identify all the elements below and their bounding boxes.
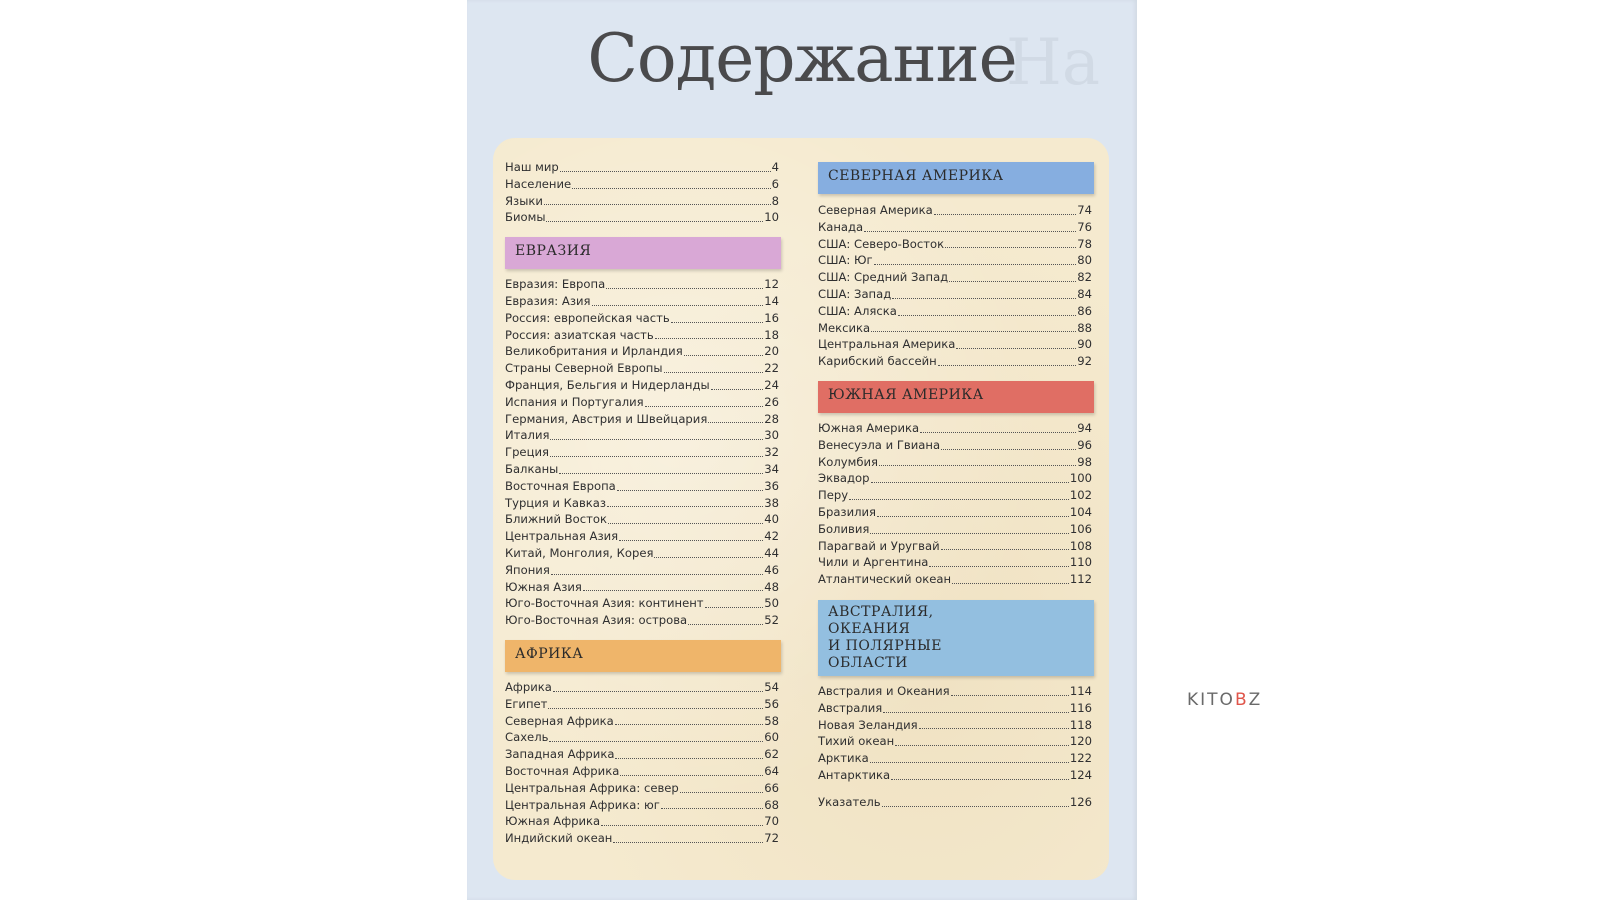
toc-entry-page: 100 — [1069, 471, 1092, 486]
leader-dots — [874, 264, 1077, 265]
toc-entry-page: 78 — [1077, 236, 1092, 251]
leader-dots — [549, 741, 763, 742]
toc-entry-page: 104 — [1069, 504, 1092, 519]
toc-entry-label: США: Юг — [818, 253, 873, 268]
toc-entry-label: Биомы — [505, 210, 546, 225]
toc-entry-page: 122 — [1069, 751, 1092, 766]
toc-entry-label: Юго-Восточная Азия: континент — [505, 596, 704, 611]
toc-entry-page: 16 — [764, 310, 779, 325]
toc-entry[interactable] — [505, 210, 779, 227]
toc-entry-label: США: Аляска — [818, 303, 897, 318]
leader-dots — [560, 171, 771, 172]
toc-entry-label: Страны Северной Европы — [505, 361, 663, 376]
toc-entry-label: Великобритания и Ирландия — [505, 344, 683, 359]
toc-entry-page: 18 — [764, 327, 779, 342]
south-america-list — [818, 421, 1092, 589]
leader-dots — [919, 728, 1069, 729]
toc-entry-page: 86 — [1077, 303, 1092, 318]
toc-entry-label: Балканы — [505, 461, 559, 476]
toc-entry[interactable] — [818, 321, 1092, 338]
toc-entry[interactable] — [818, 751, 1092, 768]
leader-dots — [544, 204, 771, 205]
toc-entry-label: Австралия — [818, 700, 883, 715]
section-header-eurasia: ЕВРАЗИЯ — [505, 237, 781, 269]
toc-entry-page: 126 — [1069, 794, 1092, 809]
toc-entry[interactable] — [505, 194, 779, 211]
leader-dots — [871, 482, 1069, 483]
toc-entry[interactable] — [505, 412, 779, 429]
toc-entry[interactable] — [505, 395, 779, 412]
leader-dots — [661, 808, 763, 809]
toc-entry-page: 44 — [764, 545, 779, 560]
toc-entry[interactable] — [818, 270, 1092, 287]
toc-entry-label: Греция — [505, 445, 549, 460]
toc-entry[interactable] — [505, 814, 779, 831]
toc-entry[interactable] — [505, 496, 779, 513]
toc-entry-label: Чили и Аргентина — [818, 555, 929, 570]
leader-dots — [945, 247, 1076, 248]
page-title: Содержание — [587, 20, 1017, 97]
section-header-north-america: СЕВЕРНАЯ АМЕРИКА — [818, 162, 1094, 194]
toc-entry[interactable] — [505, 798, 779, 815]
toc-entry[interactable] — [818, 438, 1092, 455]
toc-entry[interactable] — [505, 294, 779, 311]
toc-entry-label: Россия: азиатская часть — [505, 327, 654, 342]
toc-entry[interactable] — [505, 428, 779, 445]
toc-entry-page: 68 — [764, 797, 779, 812]
leader-dots — [613, 842, 763, 843]
leader-dots — [705, 607, 764, 608]
toc-entry-label: Новая Зеландия — [818, 717, 918, 732]
toc-entry-page: 116 — [1069, 700, 1092, 715]
leader-dots — [952, 583, 1069, 584]
toc-entry[interactable] — [505, 747, 779, 764]
toc-entry[interactable] — [505, 563, 779, 580]
leader-dots — [898, 315, 1076, 316]
toc-entry-page: 98 — [1077, 454, 1092, 469]
toc-entry-label: Центральная Африка: север — [505, 780, 679, 795]
leader-dots — [895, 745, 1069, 746]
toc-entry-page: 112 — [1069, 572, 1092, 587]
leader-dots — [877, 516, 1069, 517]
toc-entry[interactable] — [505, 311, 779, 328]
toc-entry-page: 74 — [1077, 203, 1092, 217]
leader-dots — [688, 624, 763, 625]
section-header-australia: АВСТРАЛИЯ, ОКЕАНИЯ И ПОЛЯРНЫЕ ОБЛАСТИ — [818, 600, 1094, 676]
toc-entry-label: Перу — [818, 488, 849, 503]
leader-dots — [864, 231, 1076, 232]
australia-list — [818, 684, 1092, 785]
toc-entry-label: Эквадор — [818, 471, 870, 486]
toc-entry[interactable] — [818, 684, 1092, 701]
toc-entry[interactable] — [818, 421, 1092, 438]
leader-dots — [606, 288, 763, 289]
leader-dots — [934, 214, 1077, 215]
toc-entry[interactable] — [505, 680, 779, 697]
toc-entry-label: Северная Африка — [505, 713, 614, 728]
toc-entry-page: 64 — [764, 763, 779, 778]
toc-entry-page: 36 — [764, 478, 779, 493]
toc-entry-page: 60 — [764, 730, 779, 745]
toc-entry[interactable] — [818, 734, 1092, 751]
toc-entry-page: 52 — [764, 613, 779, 628]
toc-entry-page: 88 — [1077, 320, 1092, 335]
leader-dots — [883, 712, 1069, 713]
toc-entry-label: Египет — [505, 696, 548, 711]
leader-dots — [550, 439, 763, 440]
toc-entry-label: Индийский океан — [505, 831, 613, 846]
toc-entry[interactable] — [505, 831, 779, 848]
toc-entry-label: Южная Африка — [505, 814, 601, 829]
leader-dots — [572, 188, 770, 189]
toc-entry-page: 4 — [771, 160, 779, 174]
toc-entry[interactable] — [505, 361, 779, 378]
toc-entry[interactable] — [505, 344, 779, 361]
toc-entry-page: 50 — [764, 596, 779, 611]
section-header-africa: АФРИКА — [505, 640, 781, 672]
leader-dots — [920, 432, 1076, 433]
toc-entry[interactable] — [818, 718, 1092, 735]
toc-entry-page: 6 — [771, 176, 779, 191]
leader-dots — [849, 499, 1069, 500]
toc-entry-label: Россия: европейская часть — [505, 310, 670, 325]
leader-dots — [592, 305, 764, 306]
toc-entry-page: 118 — [1069, 717, 1092, 732]
toc-entry-page: 90 — [1077, 337, 1092, 352]
toc-entry-page: 56 — [764, 696, 779, 711]
leader-dots — [871, 331, 1076, 332]
toc-entry[interactable] — [818, 488, 1092, 505]
toc-entry[interactable] — [505, 580, 779, 597]
leader-dots — [951, 695, 1069, 696]
leader-dots — [654, 557, 763, 558]
north-america-list — [818, 203, 1092, 371]
toc-entry-label: Боливия — [818, 521, 870, 536]
toc-entry-page: 14 — [764, 293, 779, 308]
leader-dots — [684, 355, 764, 356]
toc-entry-page: 80 — [1077, 253, 1092, 268]
leader-dots — [617, 490, 763, 491]
toc-entry-label: Тихий океан — [818, 734, 895, 749]
toc-entry-label: Центральная Америка — [818, 337, 956, 352]
toc-entry-page: 46 — [764, 562, 779, 577]
toc-entry-page: 110 — [1069, 555, 1092, 570]
toc-entry-page: 84 — [1077, 286, 1092, 301]
toc-entry-label: Австралия и Океания — [818, 683, 950, 698]
leader-dots — [546, 221, 763, 222]
toc-entry[interactable] — [818, 253, 1092, 270]
toc-entry-label: Африка — [505, 679, 552, 694]
toc-entry[interactable] — [818, 304, 1092, 321]
toc-entry-label: Указатель — [818, 794, 881, 809]
toc-entry-label: Языки — [505, 193, 543, 208]
toc-entry-page: 8 — [771, 193, 779, 208]
toc-entry-label: США: Средний Запад — [818, 270, 949, 285]
toc-entry-page: 12 — [764, 277, 779, 292]
toc-entry-label: США: Запад — [818, 286, 892, 301]
toc-entry-label: Южная Азия — [505, 579, 582, 594]
leader-dots — [559, 473, 763, 474]
toc-entry-label: Мексика — [818, 320, 871, 335]
eurasia-list — [505, 277, 779, 630]
leader-dots — [956, 348, 1076, 349]
leader-dots — [607, 506, 763, 507]
leader-dots — [941, 549, 1069, 550]
leader-dots — [680, 792, 763, 793]
toc-entry-page: 32 — [764, 445, 779, 460]
toc-entry-label: Восточная Африка — [505, 763, 620, 778]
toc-entry-label: Антарктика — [818, 767, 891, 782]
leader-dots — [671, 322, 764, 323]
toc-entry-page: 42 — [764, 529, 779, 544]
toc-entry[interactable] — [818, 522, 1092, 539]
toc-entry-label: Ближний Восток — [505, 512, 607, 527]
toc-entry-page: 94 — [1077, 420, 1092, 435]
leader-dots — [882, 806, 1069, 807]
leader-dots — [615, 758, 763, 759]
africa-list — [505, 680, 779, 848]
toc-entry-label: Западная Африка — [505, 747, 615, 762]
toc-entry-label: Сахель — [505, 730, 549, 745]
toc-entry-page: 48 — [764, 579, 779, 594]
toc-entry[interactable] — [818, 768, 1092, 785]
toc-entry[interactable] — [818, 555, 1092, 572]
toc-entry-label: Франция, Бельгия и Нидерланды — [505, 377, 710, 392]
toc-entry-label: Восточная Европа — [505, 478, 616, 493]
watermark-logo: KITOBZ — [1187, 690, 1263, 710]
toc-entry[interactable] — [818, 572, 1092, 589]
toc-entry-page: 96 — [1077, 437, 1092, 452]
toc-entry-page: 114 — [1069, 683, 1092, 698]
toc-entry-page: 102 — [1069, 488, 1092, 503]
toc-entry-label: Парагвай и Уругвай — [818, 538, 940, 553]
leader-dots — [879, 465, 1076, 466]
leader-dots — [551, 574, 763, 575]
toc-entry-page: 38 — [764, 495, 779, 510]
leader-dots — [645, 406, 764, 407]
toc-entry-label: Юго-Восточная Азия: острова — [505, 613, 688, 628]
toc-entry-page: 92 — [1077, 354, 1092, 369]
toc-entry[interactable] — [505, 512, 779, 529]
leader-dots — [615, 724, 763, 725]
toc-entry-label: Япония — [505, 562, 550, 577]
leader-dots — [711, 389, 764, 390]
leader-dots — [891, 779, 1069, 780]
toc-entry-label: Карибский бассейн — [818, 354, 937, 369]
leader-dots — [548, 708, 763, 709]
toc-entry[interactable] — [505, 177, 779, 194]
toc-entry-page: 124 — [1069, 767, 1092, 782]
leader-dots — [870, 762, 1069, 763]
toc-entry-page: 106 — [1069, 521, 1092, 536]
toc-entry[interactable] — [505, 714, 779, 731]
toc-entry-label: Колумбия — [818, 454, 879, 469]
leader-dots — [938, 365, 1076, 366]
toc-entry[interactable] — [505, 529, 779, 546]
toc-entry-label: Евразия: Азия — [505, 293, 591, 308]
toc-entry[interactable] — [505, 328, 779, 345]
toc-entry[interactable] — [505, 378, 779, 395]
toc-entry[interactable] — [505, 277, 779, 294]
toc-entry[interactable] — [505, 546, 779, 563]
toc-entry-page: 22 — [764, 361, 779, 376]
toc-entry[interactable] — [818, 237, 1092, 254]
leader-dots — [608, 523, 763, 524]
toc-entry-page: 54 — [764, 679, 779, 694]
toc-entry-label: Венесуэла и Гвиана — [818, 437, 941, 452]
leader-dots — [583, 590, 763, 591]
toc-entry-label: Евразия: Европа — [505, 277, 606, 292]
toc-entry-label: Германия, Австрия и Швейцария — [505, 411, 708, 426]
toc-entry-page: 66 — [764, 780, 779, 795]
toc-entry-label: Китай, Монголия, Корея — [505, 545, 654, 560]
toc-entry[interactable] — [818, 354, 1092, 371]
toc-entry-page: 82 — [1077, 270, 1092, 285]
toc-entry-page: 108 — [1069, 538, 1092, 553]
intro-list — [505, 160, 779, 227]
toc-entry[interactable] — [818, 220, 1092, 237]
toc-entry-page: 70 — [764, 814, 779, 829]
leader-dots — [929, 566, 1068, 567]
leader-dots — [664, 372, 764, 373]
toc-entry[interactable] — [505, 462, 779, 479]
toc-entry-page: 76 — [1077, 219, 1092, 234]
toc-entry-index[interactable] — [818, 795, 1092, 812]
toc-entry[interactable] — [505, 479, 779, 496]
leader-dots — [708, 422, 763, 423]
toc-entry-page: 30 — [764, 428, 779, 443]
toc-entry-page: 20 — [764, 344, 779, 359]
toc-entry[interactable] — [818, 505, 1092, 522]
toc-entry-page: 120 — [1069, 734, 1092, 749]
toc-entry-label: США: Северо-Восток — [818, 236, 945, 251]
toc-entry[interactable] — [818, 455, 1092, 472]
toc-entry-label: Население — [505, 176, 572, 191]
toc-entry-label: Турция и Кавказ — [505, 495, 607, 510]
ghost-title-decoration: На — [1006, 26, 1100, 100]
leader-dots — [550, 456, 763, 457]
toc-entry[interactable] — [505, 160, 779, 177]
toc-entry[interactable] — [505, 764, 779, 781]
toc-entry-label: Бразилия — [818, 504, 877, 519]
toc-entry-label: Канада — [818, 219, 864, 234]
toc-entry-label: Наш мир — [505, 160, 559, 174]
leader-dots — [941, 449, 1076, 450]
toc-entry-page: 10 — [764, 210, 779, 225]
toc-entry[interactable] — [818, 701, 1092, 718]
toc-entry-label: Арктика — [818, 751, 869, 766]
toc-entry-label: Центральная Азия — [505, 529, 619, 544]
contents-column-right — [818, 162, 1092, 812]
toc-entry-label: Атлантический океан — [818, 572, 952, 587]
toc-entry-page: 34 — [764, 461, 779, 476]
leader-dots — [553, 691, 763, 692]
leader-dots — [870, 533, 1069, 534]
leader-dots — [655, 338, 764, 339]
toc-entry-label: Северная Америка — [818, 203, 933, 217]
toc-entry-label: Центральная Африка: юг — [505, 797, 660, 812]
leader-dots — [949, 281, 1076, 282]
toc-entry[interactable] — [505, 445, 779, 462]
leader-dots — [619, 540, 763, 541]
toc-entry[interactable] — [818, 203, 1092, 220]
toc-entry-label: Южная Америка — [818, 420, 920, 435]
toc-entry[interactable] — [818, 287, 1092, 304]
toc-entry-page: 28 — [764, 411, 779, 426]
contents-column-left — [505, 160, 779, 848]
toc-entry[interactable] — [818, 337, 1092, 354]
section-header-south-america: ЮЖНАЯ АМЕРИКА — [818, 381, 1094, 413]
toc-entry-page: 40 — [764, 512, 779, 527]
toc-entry-label: Испания и Португалия — [505, 394, 644, 409]
toc-entry-page: 62 — [764, 747, 779, 762]
toc-entry[interactable] — [505, 697, 779, 714]
toc-entry-page: 26 — [764, 394, 779, 409]
toc-entry-label: Италия — [505, 428, 550, 443]
toc-entry[interactable] — [505, 596, 779, 613]
toc-entry-page: 24 — [764, 377, 779, 392]
toc-entry-page: 58 — [764, 713, 779, 728]
toc-entry-page: 72 — [764, 831, 779, 846]
toc-entry[interactable] — [505, 730, 779, 747]
leader-dots — [892, 298, 1076, 299]
toc-entry[interactable] — [818, 539, 1092, 556]
leader-dots — [620, 775, 763, 776]
toc-entry[interactable] — [505, 781, 779, 798]
leader-dots — [601, 825, 763, 826]
toc-entry[interactable] — [818, 471, 1092, 488]
toc-entry[interactable] — [505, 613, 779, 630]
